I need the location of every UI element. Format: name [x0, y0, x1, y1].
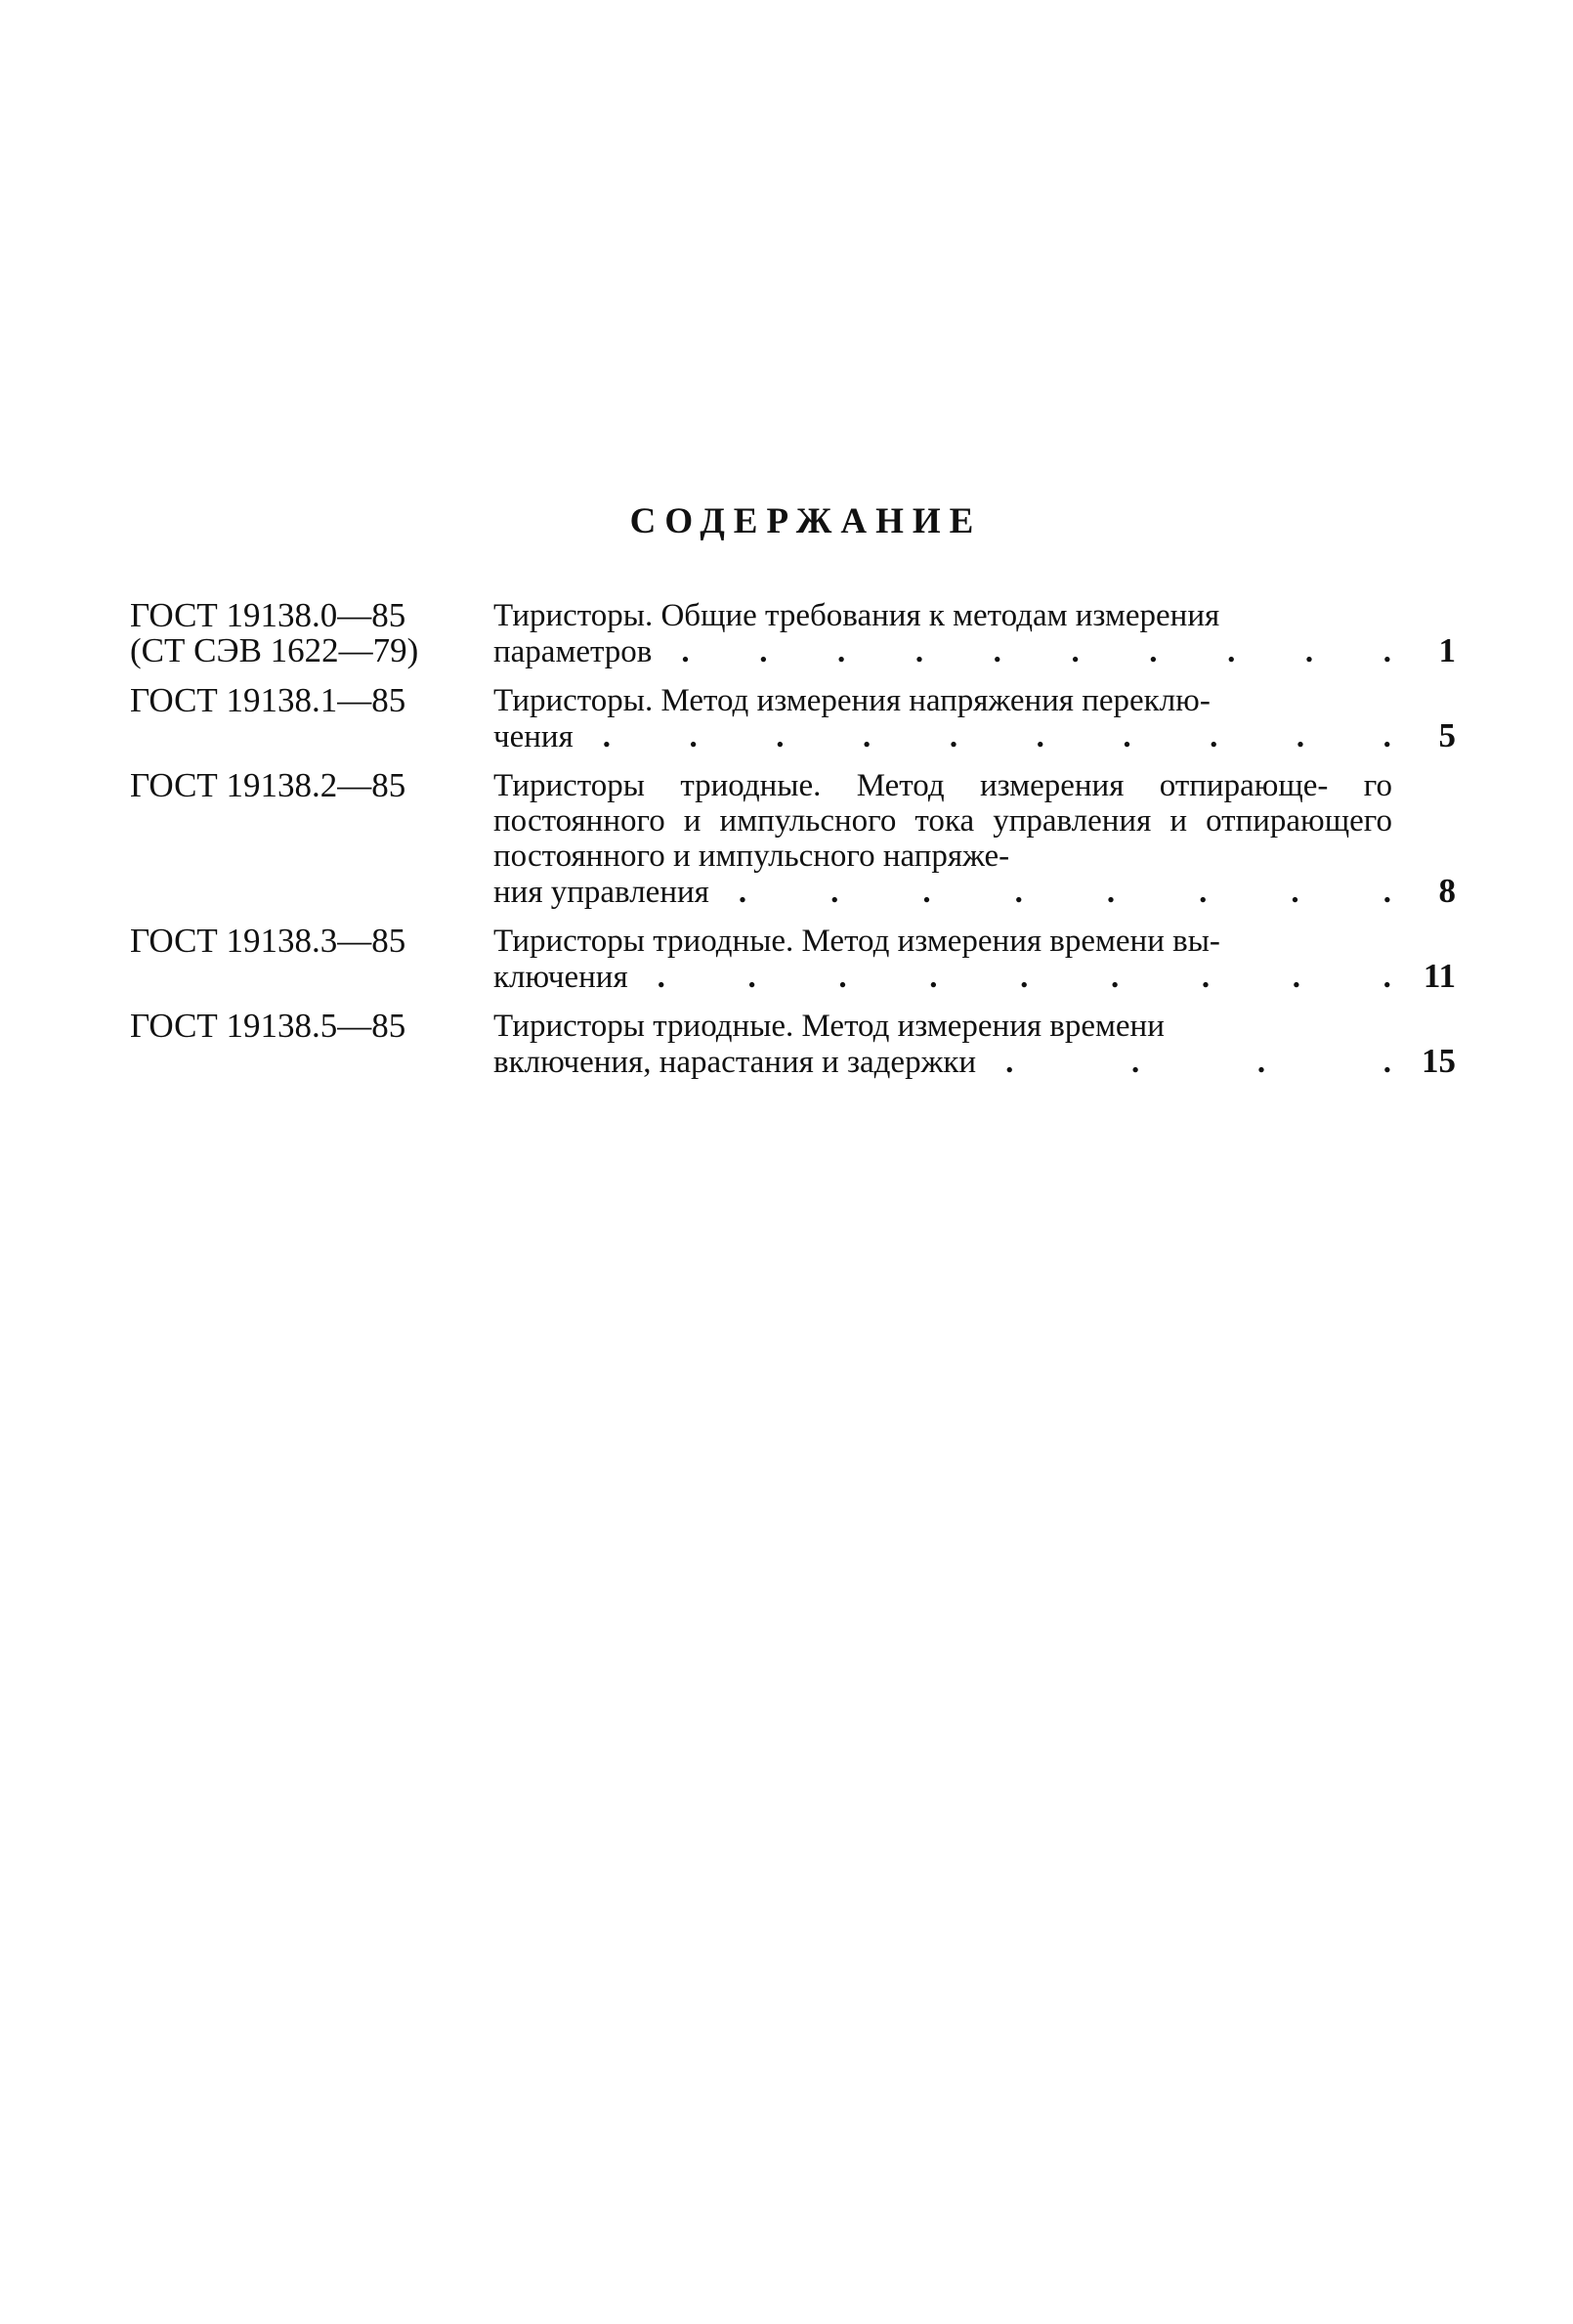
entry-last-line: [493, 633, 1456, 669]
standard-equivalent: (СТ СЭВ 1622—79): [130, 631, 419, 669]
entry-body: [493, 924, 1461, 995]
entry-body: [493, 598, 1461, 669]
standard-code: [130, 924, 493, 959]
standard-number: ГОСТ 19138.0—85: [130, 596, 406, 634]
entry-body: [493, 683, 1461, 754]
standard-number: ГОСТ 19138.2—85: [130, 766, 406, 804]
entry-description: Тиристоры. Метод измерения напряжения переклю-: [493, 683, 1211, 718]
dot-leader: . . . . . . . . . .: [681, 634, 1391, 669]
dot-leader: . . . . . . . . .: [657, 960, 1391, 995]
standard-code: [130, 683, 493, 718]
entry-last-line: [493, 718, 1456, 754]
dot-leader: . . . .: [1005, 1045, 1391, 1080]
toc-entry: [130, 1009, 1461, 1080]
standard-code: [130, 1009, 493, 1044]
entry-last-line: [493, 959, 1456, 995]
dot-leader: . . . . . . . . . .: [602, 719, 1391, 754]
standard-code: [130, 598, 493, 668]
entry-body: [493, 768, 1461, 910]
entry-description-end: параметров: [493, 634, 653, 669]
entry-description: Тиристоры. Общие требования к методам измерения: [493, 598, 1220, 633]
entry-description-end: включения, нарастания и задержки: [493, 1045, 977, 1080]
page-number[interactable]: 11: [1423, 957, 1456, 995]
toc-entry: [130, 598, 1461, 669]
page-number[interactable]: 1: [1438, 631, 1456, 669]
toc-entry: [130, 683, 1461, 754]
entry-description: Тиристоры триодные. Метод измерения времени вы-: [493, 924, 1220, 959]
page-number[interactable]: 8: [1438, 872, 1456, 910]
standard-number: ГОСТ 19138.1—85: [130, 681, 406, 719]
entry-last-line: [493, 874, 1456, 910]
standard-number: ГОСТ 19138.5—85: [130, 1007, 406, 1045]
table-of-contents: [130, 598, 1461, 1094]
entry-description-end: ния управления: [493, 875, 709, 910]
entry-description-end: ключения: [493, 960, 628, 995]
entry-description: Тиристоры триодные. Метод измерения времени: [493, 1009, 1165, 1044]
standard-code: [130, 768, 493, 803]
dot-leader: . . . . . . . .: [738, 875, 1391, 910]
entry-last-line: [493, 1044, 1456, 1080]
toc-entry: [130, 768, 1461, 910]
entry-description-end: чения: [493, 719, 574, 754]
page-number[interactable]: 5: [1438, 716, 1456, 754]
page-number[interactable]: 15: [1422, 1042, 1456, 1080]
toc-entry: [130, 924, 1461, 995]
page-title: СОДЕРЖАНИЕ: [629, 501, 983, 541]
entry-body: [493, 1009, 1461, 1080]
standard-number: ГОСТ 19138.3—85: [130, 922, 406, 960]
entry-description: Тиристоры триодные. Метод измерения отпирающе- го постоянного и импульсного тока управления и отпирающего постоянного и импульсного напряже-: [493, 768, 1392, 874]
